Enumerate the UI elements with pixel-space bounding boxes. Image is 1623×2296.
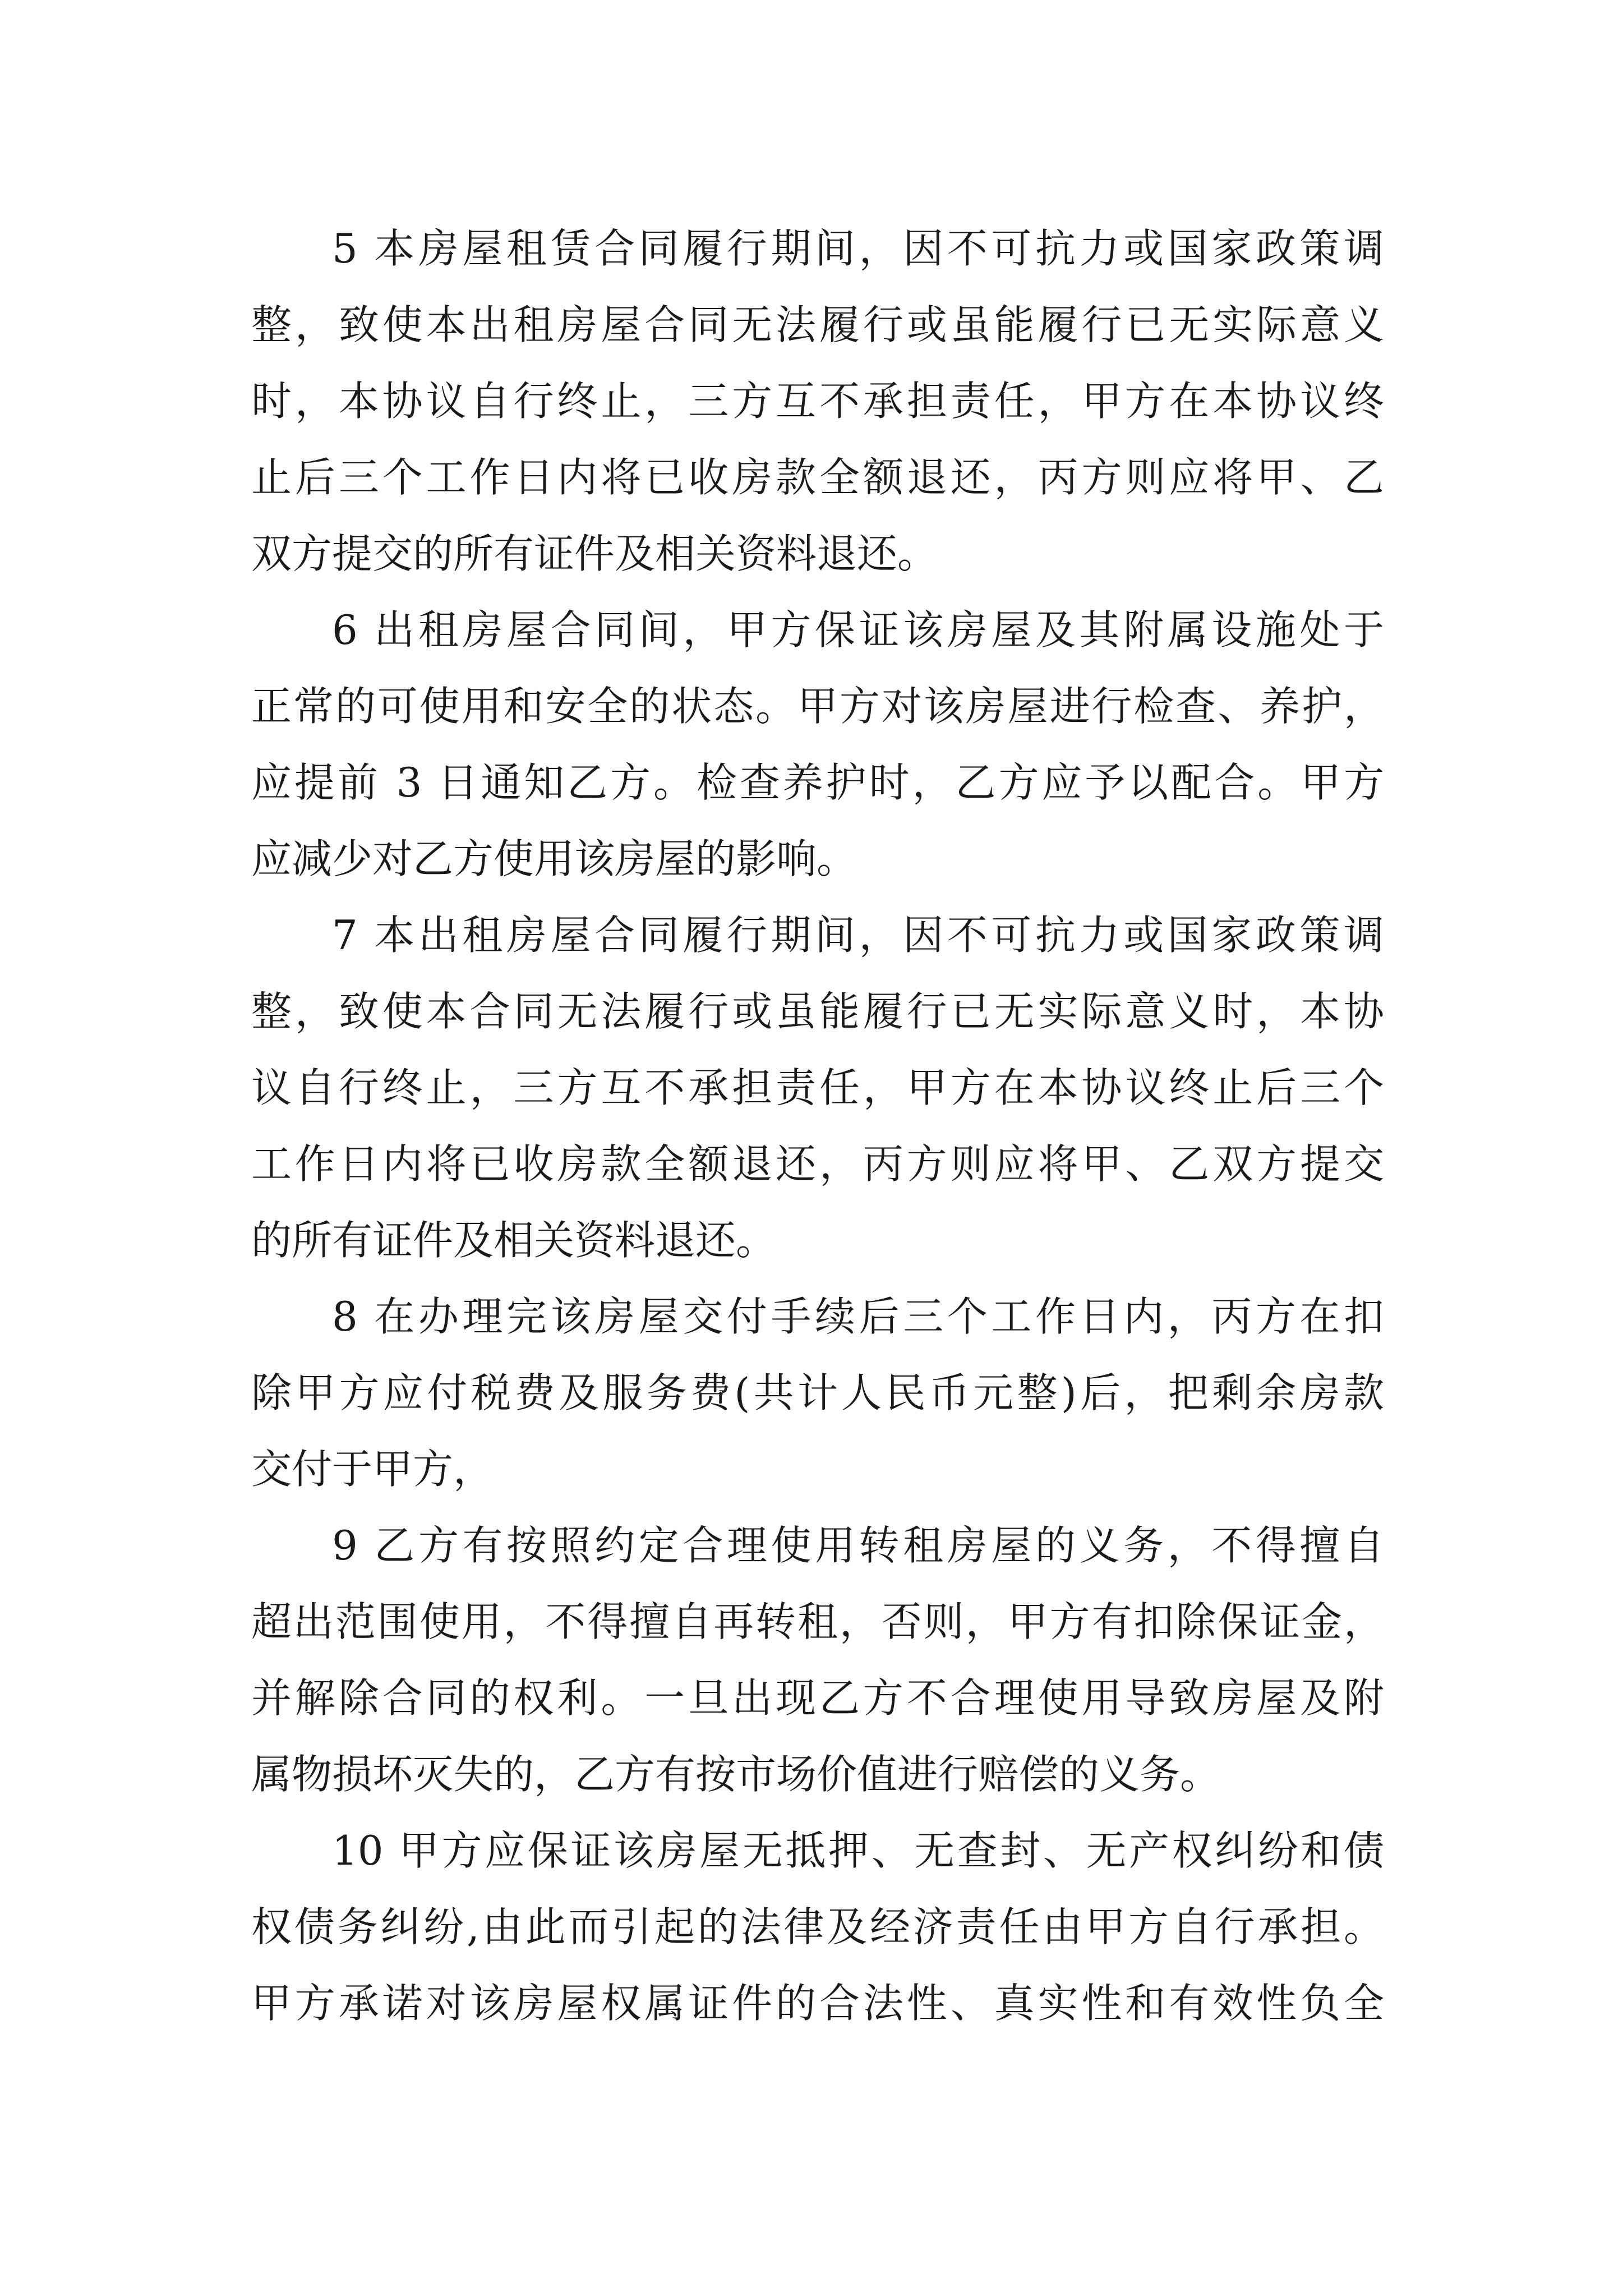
clause-line: 整，致使本出租房屋合同无法履行或虽能履行已无实际意义 bbox=[251, 301, 1384, 348]
clause-line: 工作日内将已收房款全额退还，丙方则应将甲、乙双方提交 bbox=[251, 1140, 1384, 1188]
clause-line: 除甲方应付税费及服务费(共计人民币元整)后，把剩余房款 bbox=[251, 1369, 1384, 1416]
clause-9 bbox=[251, 1507, 1384, 1812]
clause-line: 整，致使本合同无法履行或虽能履行已无实际意义时，本协 bbox=[251, 988, 1384, 1035]
clause-6 bbox=[251, 592, 1384, 897]
clause-line: 6 出租房屋合同间，甲方保证该房屋及其附属设施处于 bbox=[332, 606, 1384, 654]
clause-line: 交付于甲方， bbox=[251, 1446, 494, 1493]
clause-line: 双方提交的所有证件及相关资料退还。 bbox=[251, 530, 938, 577]
contract-body bbox=[251, 210, 1384, 2041]
clause-10 bbox=[251, 1812, 1384, 2041]
clause-5 bbox=[251, 210, 1384, 592]
clause-line: 议自行终止，三方互不承担责任，甲方在本协议终止后三个 bbox=[251, 1064, 1384, 1111]
clause-line: 的所有证件及相关资料退还。 bbox=[251, 1217, 777, 1264]
clause-line: 应减少对乙方使用该房屋的影响。 bbox=[251, 835, 857, 882]
clause-line: 属物损坏灭失的，乙方有按市场价值进行赔偿的义务。 bbox=[251, 1751, 1221, 1798]
clause-line: 5 本房屋租赁合同履行期间，因不可抗力或国家政策调 bbox=[332, 225, 1384, 272]
clause-7 bbox=[251, 897, 1384, 1278]
clause-line: 权债务纠纷,由此而引起的法律及经济责任由甲方自行承担。 bbox=[251, 1903, 1384, 1950]
clause-line: 甲方承诺对该房屋权属证件的合法性、真实性和有效性负全 bbox=[251, 1980, 1384, 2027]
clause-line: 超出范围使用，不得擅自再转租，否则，甲方有扣除保证金， bbox=[251, 1598, 1384, 1645]
clause-line: 止后三个工作日内将已收房款全额退还，丙方则应将甲、乙 bbox=[251, 454, 1384, 501]
clause-line: 应提前 3 日通知乙方。检查养护时，乙方应予以配合。甲方 bbox=[251, 759, 1384, 806]
clause-line: 9 乙方有按照约定合理使用转租房屋的义务，不得擅自 bbox=[332, 1522, 1384, 1569]
clause-line: 并解除合同的权利。一旦出现乙方不合理使用导致房屋及附 bbox=[251, 1674, 1384, 1722]
clause-line: 8 在办理完该房屋交付手续后三个工作日内，丙方在扣 bbox=[332, 1293, 1384, 1340]
clause-line: 7 本出租房屋合同履行期间，因不可抗力或国家政策调 bbox=[332, 912, 1384, 959]
clause-line: 时，本协议自行终止，三方互不承担责任，甲方在本协议终 bbox=[251, 378, 1384, 425]
clause-line: 10 甲方应保证该房屋无抵押、无查封、无产权纠纷和债 bbox=[332, 1827, 1384, 1874]
clause-line: 正常的可使用和安全的状态。甲方对该房屋进行检查、养护， bbox=[251, 683, 1384, 730]
clause-8 bbox=[251, 1278, 1384, 1507]
